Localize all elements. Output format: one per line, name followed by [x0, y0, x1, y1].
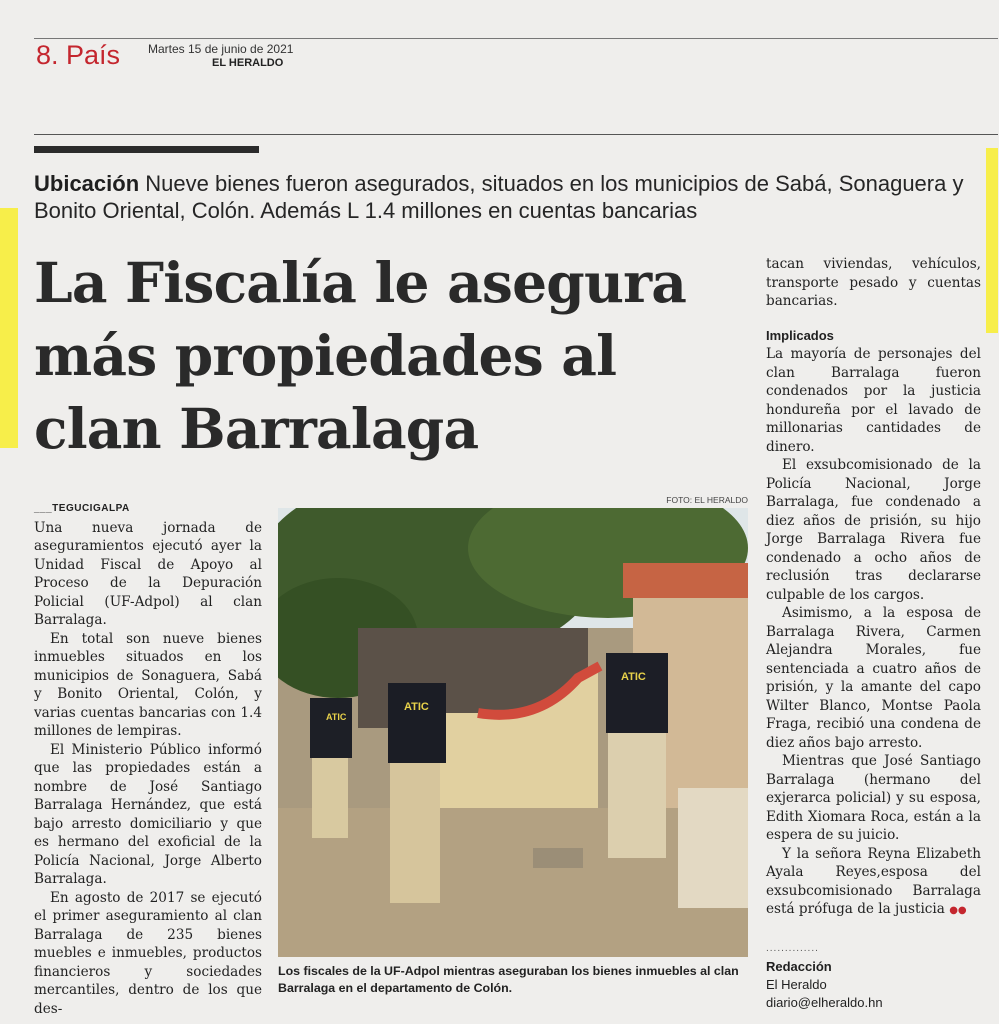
byline [766, 940, 981, 1012]
subhead-implicados: Implicados [766, 327, 834, 343]
byline-label: Redacción [766, 959, 832, 974]
paragraph-text: Y la señora Reyna Elizabeth Ayala Reyes,esposa del exsubcomisionado Barralaga está prófuga de la justicia [766, 845, 981, 917]
photo-caption: Los fiscales de la UF-Adpol mientras aseguraban los bienes inmuebles al clan Barralaga en el departamento de Colón. [278, 964, 739, 995]
dateline: ___TEGUCIGALPA [34, 503, 130, 514]
paragraph: El Ministerio Público informó que las propiedades están a nombre de José Santiago Barralaga Hernández, que está bajo arresto domiciliario y que es hermano del exoficial de la Policía Nacional, Jorge Alberto Barralaga. [34, 741, 262, 887]
top-rule [34, 38, 998, 39]
deck-text: Nueve bienes fueron asegurados, situados en los municipios de Sabá, Sonaguera y Bonito Oriental, Colón. Además L 1.4 millones en cuentas bancarias [34, 171, 964, 223]
paragraph: Mientras que José Santiago Barralaga (hermano del exjerarca policial) y su esposa, Edith Xiomara Roca, están a la espera de su juicio. [766, 753, 981, 843]
article-deck [34, 170, 984, 224]
paragraph: La mayoría de personajes del clan Barralaga fueron condenados por la justicia hondureña por el lavado de millonarias cantidades de dinero. [766, 346, 981, 455]
left-column [34, 500, 262, 1018]
section-title: 8. País [36, 40, 121, 70]
paragraph [766, 845, 981, 921]
article-photo [278, 508, 748, 957]
paragraph: Asimismo, a la esposa de Barralaga Rivera, Carmen Alejandra Morales, fue sentenciada a cuatro años de prisión, y la amante del capo Wilter Blanco, Montse Paola Fraga, recibió una condena de diez años bajo arresto. [766, 605, 981, 751]
article-headline: La Fiscalía le asegura más propiedades al clan Barralaga [34, 250, 687, 461]
photo-credit: FOTO: EL HERALDO [666, 495, 748, 505]
paragraph: En total son nueve bienes inmuebles situados en los municipios de Sonaguera, Sabá y Bonito Oriental, Colón, y varias cuentas bancarias con 1.4 millones de lempiras. [34, 630, 262, 739]
byline-dots: .............. [766, 943, 819, 954]
byline-email[interactable]: diario@elheraldo.hn [766, 995, 883, 1010]
newspaper-name: EL HERALDO [212, 57, 284, 69]
paragraph: El exsubcomisionado de la Policía Nacional, Jorge Barralaga, fue condenado a diez años de prisión, su hijo Jorge Barralaga Rivera fue condenado a ocho años de reclusión tras declararse culpable de los cargos. [766, 457, 981, 603]
vest-label: ATIC [621, 671, 646, 683]
highlighter-mark-right [986, 148, 998, 333]
header-rule [34, 134, 998, 135]
issue-date: Martes 15 de junio de 2021 [148, 42, 294, 56]
vest-label: ATIC [404, 701, 429, 713]
right-column [766, 255, 981, 921]
deck-label: Ubicación [34, 171, 140, 196]
paragraph: Una nueva jornada de aseguramientos ejecutó ayer la Unidad Fiscal de Apoyo al Proceso de la Depuración Policial (UF-Adpol) al clan Barralaga. [34, 519, 262, 628]
byline-source: El Heraldo [766, 977, 827, 992]
paragraph: tacan viviendas, vehículos, transporte pesado y cuentas bancarias. [766, 256, 981, 309]
paragraph: En agosto de 2017 se ejecutó el primer aseguramiento al clan Barralaga de 235 bienes muebles e inmuebles, productos financieros y sociedades mercantiles, dentro de los que des- [34, 889, 262, 1017]
vest-label: ATIC [326, 712, 347, 722]
photo-illustration [278, 508, 748, 957]
highlighter-mark-left [0, 208, 18, 448]
end-mark: ●● [949, 905, 967, 916]
kicker-bar [34, 146, 259, 153]
